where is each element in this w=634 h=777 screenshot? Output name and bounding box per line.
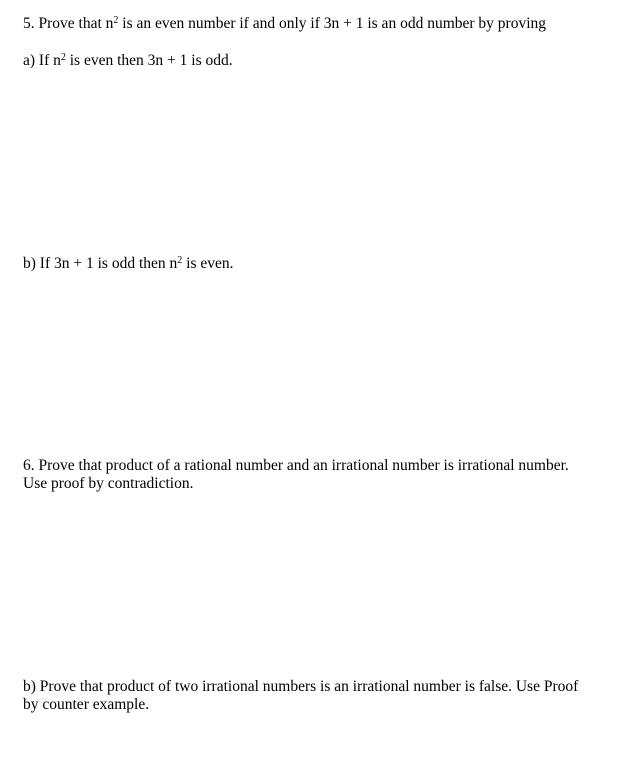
q5-title-exponent: 2 bbox=[113, 15, 119, 26]
q5a-text-end: is even then 3n + 1 is odd. bbox=[65, 52, 233, 69]
question-6-line-2: Use proof by contradiction. bbox=[23, 475, 194, 492]
q5a-exponent: 2 bbox=[60, 52, 66, 63]
q5a-text-start: a) If n bbox=[23, 52, 61, 69]
question-5-part-b bbox=[23, 255, 234, 273]
q5-title-text-start: 5. Prove that n bbox=[23, 15, 114, 32]
question-6-part-b-line-1: b) Prove that product of two irrational numbers is an irrational number is false. Use Proof bbox=[23, 678, 579, 695]
question-5-title bbox=[23, 15, 546, 33]
q5-title-text-end: is an even number if and only if 3n + 1 is an odd number by proving bbox=[118, 15, 547, 32]
q5b-text-start: b) If 3n + 1 is odd then n bbox=[23, 255, 178, 272]
q5b-text-end: is even. bbox=[182, 255, 234, 272]
q5b-exponent: 2 bbox=[177, 255, 183, 266]
question-5-part-a bbox=[23, 52, 233, 70]
question-6-part-b-line-2: by counter example. bbox=[23, 696, 150, 713]
question-6-line-1: 6. Prove that product of a rational number and an irrational number is irrational number. bbox=[23, 457, 569, 474]
